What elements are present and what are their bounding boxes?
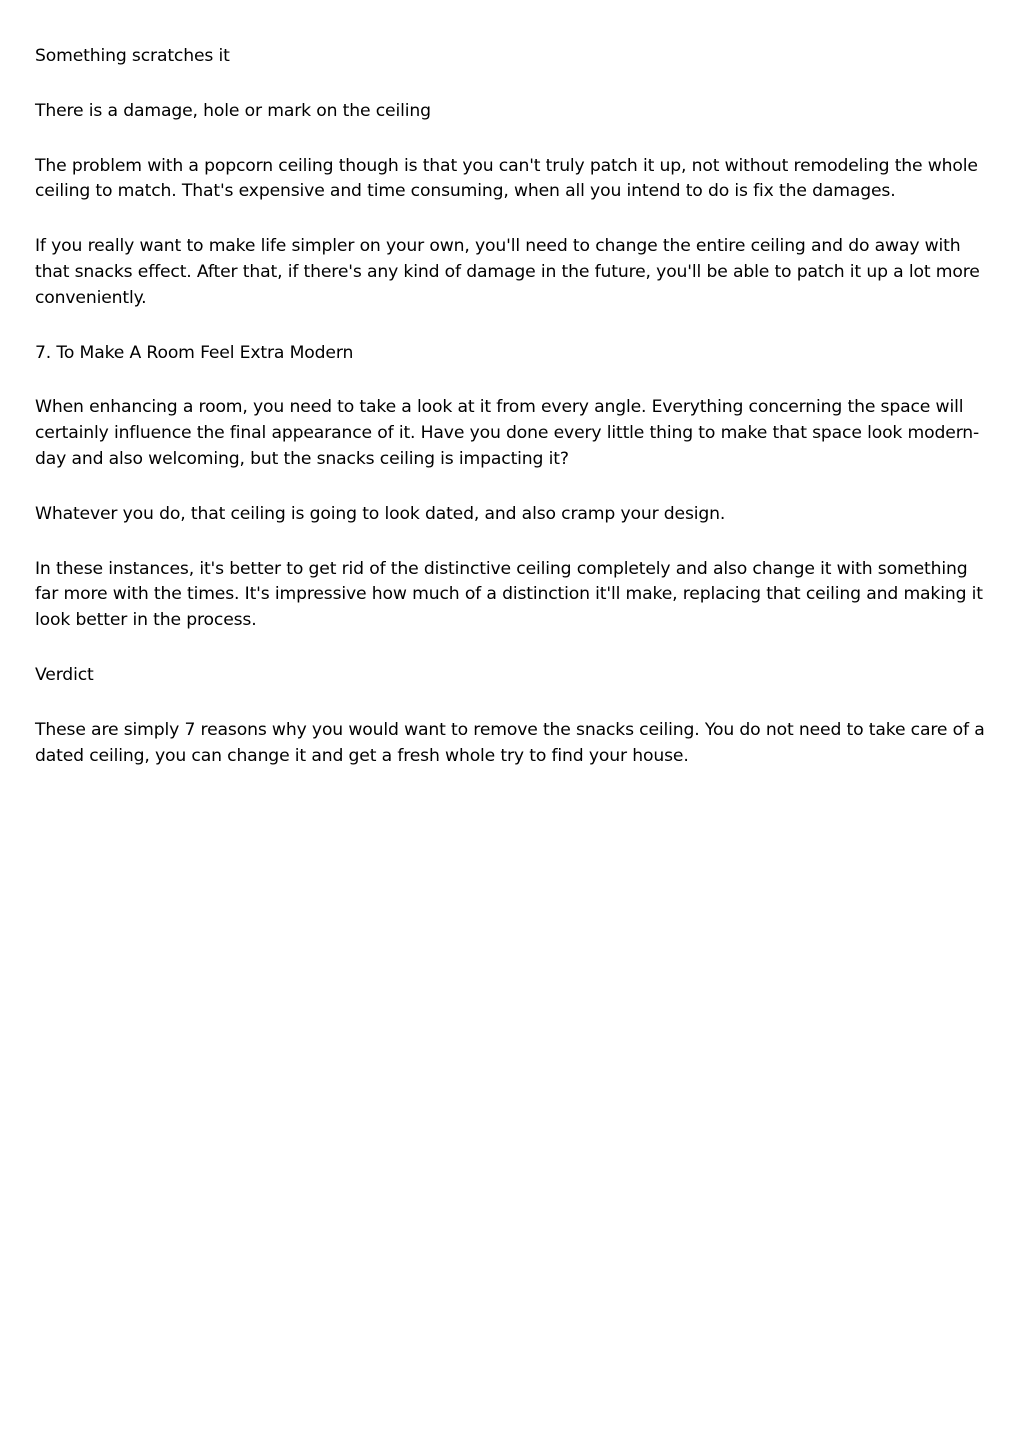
paragraph-damage-hole-mark: There is a damage, hole or mark on the ceiling [35, 100, 431, 121]
paragraph-conclusion: These are simply 7 reasons why you would want to remove the snacks ceiling. You do not need to take care of a dated ceiling, you can change it and get a fresh whole try to find your house. [35, 719, 985, 766]
paragraph-replace-distinctive-ceiling: In these instances, it's better to get rid of the distinctive ceiling completely and also change it with something far more with the times. It's impressive how much of a distinction it'll make, replacing that ceiling and making it look better in the process. [35, 558, 983, 631]
section-heading-verdict: Verdict [35, 664, 94, 685]
paragraph-ceiling-looks-dated: Whatever you do, that ceiling is going to look dated, and also cramp your design. [35, 503, 726, 524]
document-body [35, 44, 995, 798]
section-heading-extra-modern: 7. To Make A Room Feel Extra Modern [35, 342, 354, 363]
paragraph-change-entire-ceiling: If you really want to make life simpler on your own, you'll need to change the entire ceiling and do away with that snacks effect. After that, if there's any kind of damage in the future, you'll be able to patch it up a lot more conveniently. [35, 236, 980, 308]
paragraph-enhancing-room: When enhancing a room, you need to take a look at it from every angle. Everything concerning the space will certainly influence the final appearance of it. Have you done every little thing to make that space look modern-day and also welcoming, but the snacks ceiling is impacting it? [35, 397, 980, 469]
paragraph-something-scratches: Something scratches it [35, 46, 230, 66]
paragraph-popcorn-patch-problem: The problem with a popcorn ceiling though is that you can't truly patch it up, not without remodeling the whole ceiling to match. That's expensive and time consuming, when all you intend to do is fix the damages. [35, 155, 978, 202]
